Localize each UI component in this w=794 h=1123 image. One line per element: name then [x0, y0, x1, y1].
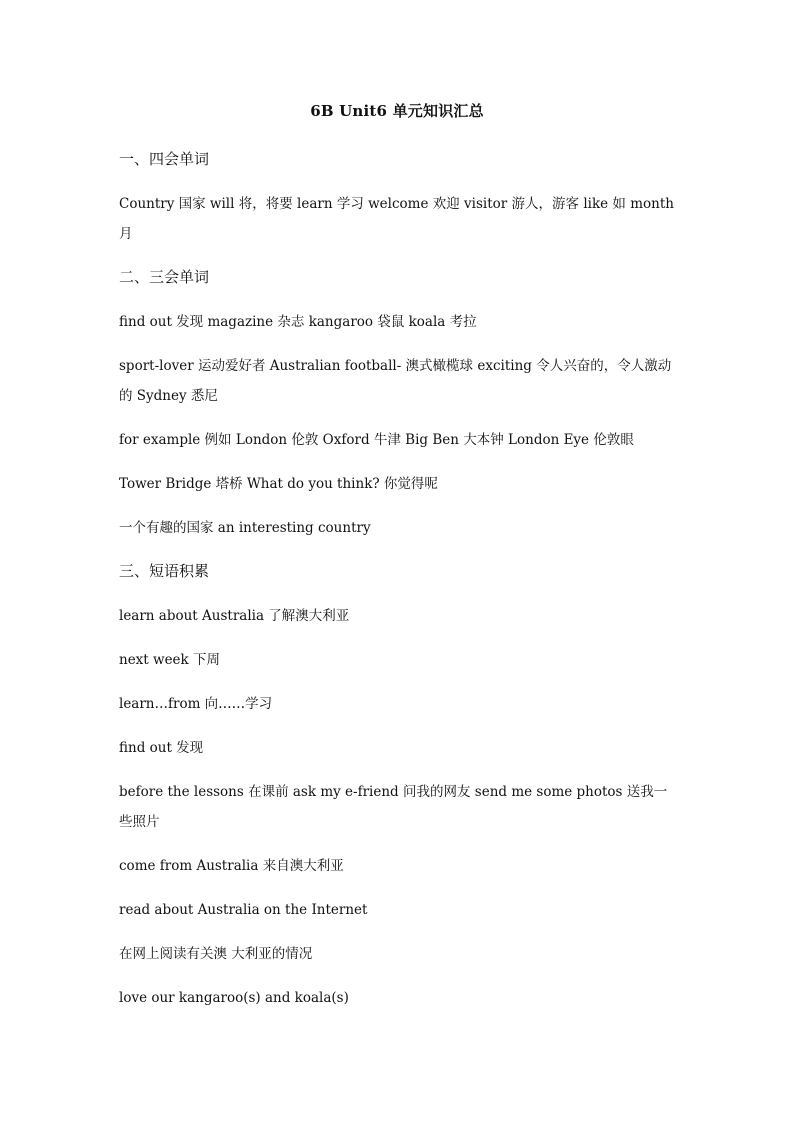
section-heading-3: 三、短语积累	[119, 562, 210, 580]
phrase-line-9: love our kangaroo(s) and koala(s)	[119, 990, 349, 1006]
three-skill-words-line-2: sport-lover 运动爱好者 Australian football- 澳式橄榄球 exciting 令人兴奋的，令人激动的 Sydney 悉尼	[119, 358, 672, 404]
phrase-line-6: come from Australia 来自澳大利亚	[119, 858, 344, 874]
three-skill-words-line-3: for example 例如 London 伦敦 Oxford 牛津 Big Ben 大本钟 London Eye 伦敦眼	[119, 432, 634, 448]
phrase-line-1: learn about Australia 了解澳大利亚	[119, 608, 350, 624]
phrase-line-3: learn…from 向……学习	[119, 696, 273, 712]
phrase-line-2: next week 下周	[119, 652, 221, 668]
page-title: 6B Unit6 单元知识汇总	[310, 102, 484, 120]
phrase-line-5: before the lessons 在课前 ask my e-friend 问我的网友 send me some photos 送我一些照片	[119, 784, 668, 830]
phrase-line-8: 在网上阅读有关澳 大利亚的情况	[119, 946, 313, 962]
section-heading-1: 一、四会单词	[119, 150, 210, 168]
phrase-line-7: read about Australia on the Internet	[119, 902, 368, 918]
three-skill-words-line-5: 一个有趣的国家 an interesting country	[119, 520, 371, 536]
phrase-line-4: find out 发现	[119, 740, 204, 756]
document-body	[119, 145, 679, 1013]
four-skill-words-line: Country 国家 will 将，将要 learn 学习 welcome 欢迎 visitor 游人，游客 like 如 month 月	[119, 196, 674, 242]
three-skill-words-line-4: Tower Bridge 塔桥 What do you think? 你觉得呢	[119, 476, 438, 492]
three-skill-words-line-1: find out 发现 magazine 杂志 kangaroo 袋鼠 koala 考拉	[119, 314, 477, 330]
section-heading-2: 二、三会单词	[119, 268, 210, 286]
